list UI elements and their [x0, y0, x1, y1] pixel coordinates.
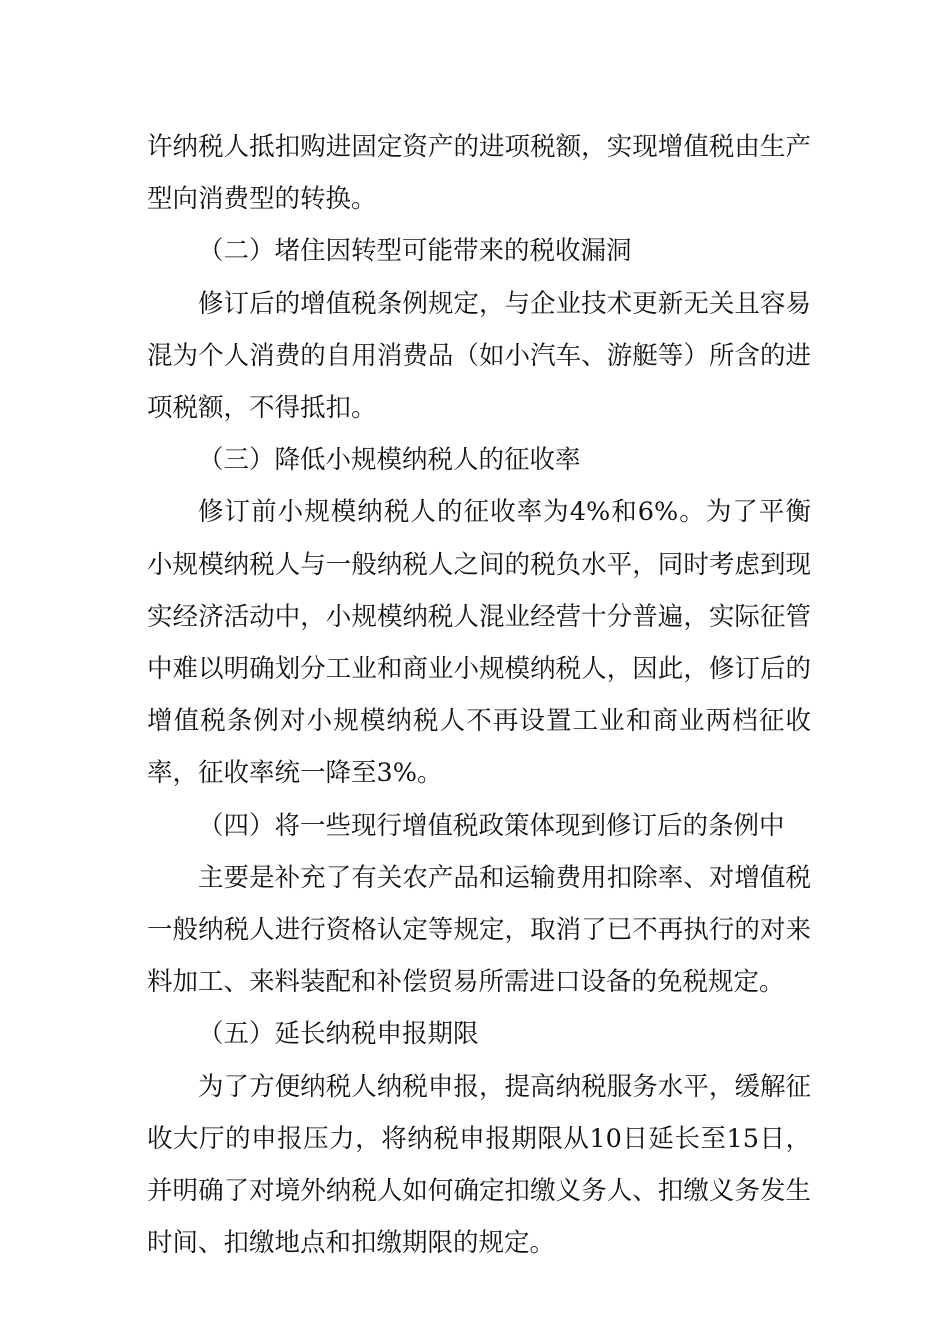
section-heading-4: （四）将一些现行增值税政策体现到修订后的条例中: [198, 810, 785, 841]
section-heading-3: （三）降低小规模纳税人的征收率: [198, 445, 581, 476]
paragraph-section-2: 修订后的增值税条例规定，与企业技术更新无关且容易混为个人消费的自用消费品（如小汽车、游艇等）所含的进项税额，不得抵扣。: [147, 288, 811, 424]
document-body: [147, 121, 811, 1269]
paragraph-section-3: 修订前小规模纳税人的征收率为4%和6%。为了平衡小规模纳税人与一般纳税人之间的税负水平，同时考虑到现实经济活动中，小规模纳税人混业经营十分普遍，实际征管中难以明确划分工业和商业小规模纳税人，因此，修订后的增值税条例对小规模纳税人不再设置工业和商业两档征收率，征收率统一降至3%。: [147, 497, 811, 789]
section-heading-2: （二）堵住因转型可能带来的税收漏洞: [198, 236, 632, 267]
paragraph-section-4: 主要是补充了有关农产品和运输费用扣除率、对增值税一般纳税人进行资格认定等规定，取消了已不再执行的对来料加工、来料装配和补偿贸易所需进口设备的免税规定。: [147, 862, 811, 998]
paragraph-continued: 许纳税人抵扣购进固定资产的进项税额，实现增值税由生产型向消费型的转换。: [147, 132, 811, 215]
paragraph-section-5: 为了方便纳税人纳税申报，提高纳税服务水平，缓解征收大厅的申报压力，将纳税申报期限从10日延长至15日，并明确了对境外纳税人如何确定扣缴义务人、扣缴义务发生时间、扣缴地点和扣缴期限的规定。: [147, 1071, 811, 1259]
section-heading-5: （五）延长纳税申报期限: [198, 1019, 479, 1050]
